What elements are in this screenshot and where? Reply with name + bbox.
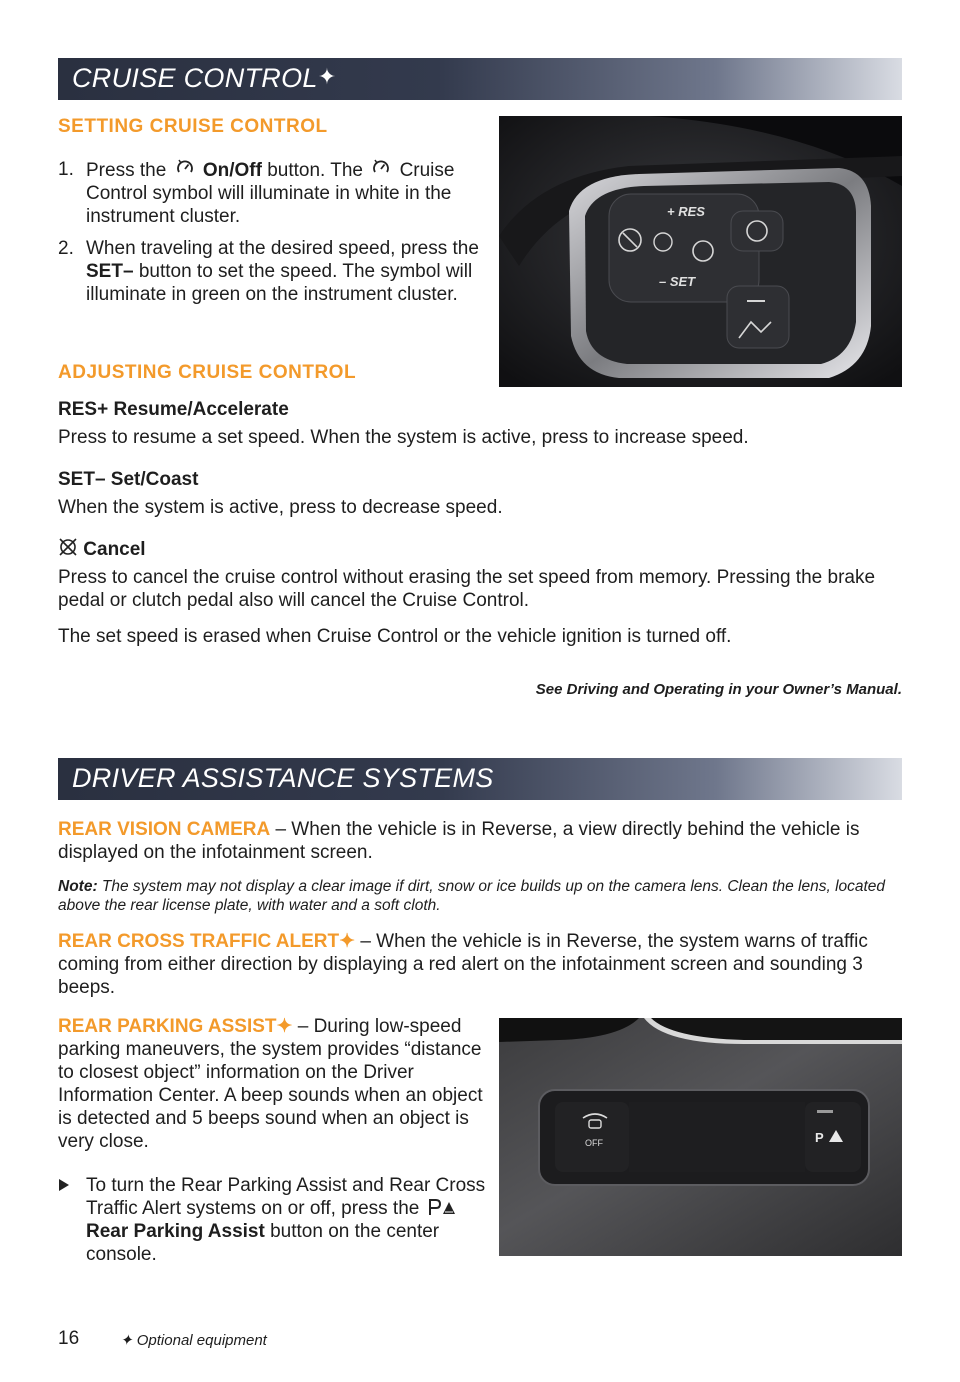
set-button-label: – SET (659, 274, 696, 289)
res-title: RES+ Resume/Accelerate (58, 399, 289, 420)
p-button-label: P (815, 1130, 824, 1145)
set-title: SET– Set/Coast (58, 469, 199, 490)
cancel-title-row: Cancel (58, 537, 146, 561)
cruise-control-icon (175, 158, 195, 178)
steering-wheel-controls-photo (499, 116, 902, 387)
page-number: 16 (58, 1328, 80, 1349)
rear-cross-traffic-paragraph: REAR CROSS TRAFFIC ALERT✦ – When the vehicle is in Reverse, the system warns of traffic coming from either direction by displaying a red alert on the infotainment screen and sounding 3 beeps. (58, 931, 868, 998)
bullet-arrow-icon (58, 1178, 70, 1192)
parking-assist-bullet: To turn the Rear Parking Assist and Rear Cross Traffic Alert systems on or off, press the Rear Parking Assist button on the center console. (58, 1174, 488, 1266)
cancel-text: Press to cancel the cruise control without erasing the set speed from memory. Pressing the brake pedal or clutch pedal also will cancel the Cruise Control. (58, 567, 876, 611)
setting-cruise-heading: SETTING CRUISE CONTROL (58, 116, 328, 137)
cruise-control-banner (58, 58, 902, 100)
rear-vision-camera-paragraph: REAR VISION CAMERA – When the vehicle is in Reverse, a view directly behind the vehicle is displayed on the infotainment screen. (58, 819, 860, 863)
cruise-control-title: CRUISE CONTROL✦ (72, 63, 337, 93)
setting-steps (58, 158, 488, 315)
off-button-label: OFF (585, 1138, 603, 1148)
center-console-photo (499, 1018, 902, 1256)
driver-assistance-title: DRIVER ASSISTANCE SYSTEMS (72, 763, 494, 793)
step-2: 2. When traveling at the desired speed, press the SET– button to set the speed. The symbol will illuminate in green on the instrument cluster. (58, 238, 479, 305)
rear-parking-assist-paragraph: REAR PARKING ASSIST✦ – During low-speed parking maneuvers, the system provides “distance to closest object” information on the Driver Information Center. A beep sounds when an object is detected and 5 beeps sound when an object is very close. (58, 1016, 483, 1152)
rear-vision-camera-label: REAR VISION CAMERA (58, 819, 271, 840)
cancel-icon (58, 537, 78, 557)
adjusting-cruise-heading: ADJUSTING CRUISE CONTROL (58, 362, 357, 383)
step-1: 1. Press the On/Off button. The Cruise Control symbol will illuminate in white in the instrument cluster. (58, 159, 455, 227)
res-button-label: + RES (667, 204, 705, 219)
rear-cross-traffic-label: REAR CROSS TRAFFIC ALERT✦ (58, 931, 356, 952)
camera-note: Note: The system may not display a clear image if dirt, snow or ice builds up on the camera lens. Clean the lens, located above the rear license plate, with water and a soft cloth. (58, 878, 886, 914)
rear-parking-assist-icon (428, 1198, 456, 1216)
see-owners-manual: See Driving and Operating in your Owner’s Manual. (535, 681, 902, 698)
optional-equipment-note: ✦ Optional equipment (120, 1332, 267, 1349)
cruise-control-icon (371, 158, 391, 178)
res-text: Press to resume a set speed. When the system is active, press to increase speed. (58, 427, 749, 448)
driver-assistance-banner (58, 758, 902, 800)
erase-text: The set speed is erased when Cruise Control or the vehicle ignition is turned off. (58, 626, 732, 647)
set-text: When the system is active, press to decrease speed. (58, 497, 503, 518)
rear-parking-assist-label: REAR PARKING ASSIST✦ (58, 1016, 293, 1037)
